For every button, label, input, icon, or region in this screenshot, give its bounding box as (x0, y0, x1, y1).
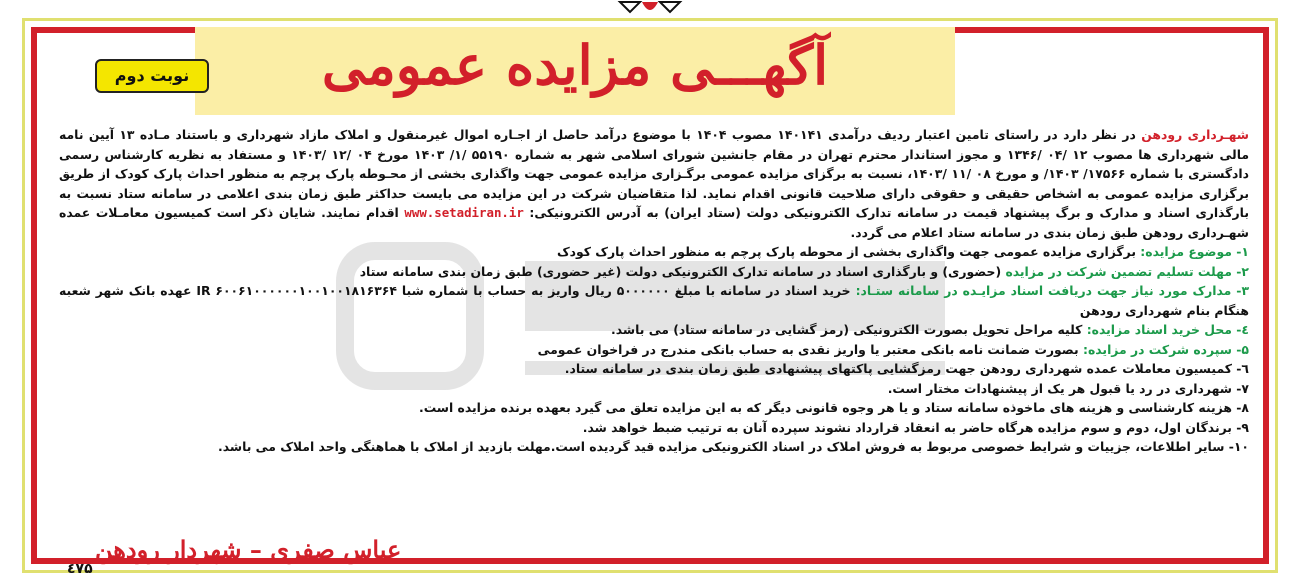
intro-text-2: اقدام نمایند. شایان ذکر است کمیسیون معامـلات عمده شهـرداری رودهن طبق زمان بندی در سامانه ستاد اعلام می گردد. (59, 205, 1249, 240)
item-3-label: ۳- مدارک مورد نیاز جهت دریافت اسناد مزایـده در سامانه ستـاد: (855, 283, 1250, 298)
item-2 (59, 262, 1249, 282)
item-1-label: ۱- موضوع مزایده: (1140, 244, 1249, 259)
setad-link[interactable]: www.setadiran.ir (404, 205, 524, 220)
item-3-text: خرید اسناد در سامانه با مبلغ ۵۰۰۰۰۰۰ ریال واریز به حساب با شماره شبا IR ۶۰۰۶۱۰۰۰۰۰۰۱۰۰۱۰۰۱۸۱۶۳۶۴ عهده بانک شهر شعبه هنگام بنام شهرداری رودهن (59, 283, 1249, 318)
item-10: ۱۰- سایر اطلاعات، جزییات و شرایط خصوصی مربوط به فروش املاک در اسناد الکترونیکی مزایده قید گردیده است.مهلت بازدید از املاک با هماهنگی واحد املاک می باشد. (218, 439, 1249, 454)
item-2-label: ۲- مهلت تسلیم تضمین شرکت در مزایده (1005, 263, 1249, 279)
intro-text-1: در نظر دارد در راستای تامین اعتبار ردیف درآمدی ۱۴۰۱۴۱ مصوب ۱۴۰۴ با موضوع درآمد حاصل از اجـاره اموال غیرمنقول و املاک مازاد شهرداری و باستناد مـاده ۱۳ آیین نامه مالی شهرداری ها مصوب ۱۲ /۰۴ /۱۳۴۶ و مجوز استاندار محترم تهران در مقام جانشین شورای اسلامی شهر به شماره ۵۵۱۹۰ /۱/ ۱۴۰۳ مورخ ۰۴ /۱۲ /۱۴۰۳ و مستفاد به نظریه کارشناس رسمی دادگستری با شماره ۱۷۵۶۶/ ۱۴۰۳/ و مورخ ۰۸ /۱۱ /۱۴۰۳، نسبت به برگزای مزایده عمومی برگـزاری مزایده عمومی جهت واگذاری بخشی از محـوطه پارک پرچم به منظور احداث پارک کودک از طریق برگزاری مزایده عمومی به اشخاص حقیقی و حقوقی دارای صلاحیت قانونی اقدام نماید. لذا متقاضیان شرکت در این مزایده می بایست حداکثر طبق زمان بندی اعلامی در سامانه ستاد نسبت به بارگذاری اسناد و مدارک و برگ پیشنهاد قیمت در سامانه تدارک الکترونیکی دولت (ستاد ایران) به آدرس الکترونیکی: (59, 127, 1250, 220)
notice-frame (22, 18, 1278, 577)
page-number: ٤٧۵ (67, 561, 93, 577)
item-1 (59, 242, 1249, 262)
round-badge: نوبت دوم (95, 59, 209, 93)
notice-body (59, 125, 1249, 457)
item-4-label: ٤- محل خرید اسناد مزایده: (1086, 322, 1249, 337)
signature: عباس صفری – شهردار رودهن (95, 535, 402, 564)
item-7: ۷- شهرداری در رد یا قبول هر یک از پیشنهادات مختار است. (887, 380, 1249, 396)
item-5 (59, 340, 1249, 360)
item-3 (59, 281, 1249, 320)
org-name: شهـرداری رودهن (1141, 127, 1249, 142)
intro-paragraph (59, 125, 1249, 242)
item-5-text: بصورت ضمانت نامه بانکی معتبر یا واریز نقدی به حساب بانکی مندرج در فراخوان عمومی (537, 341, 1083, 357)
item-9: ۹- برندگان اول، دوم و سوم مزایده هرگاه حاضر به انعقاد قرارداد نشوند سپرده آنان به ترتیب ضبط خواهد شد. (582, 419, 1249, 435)
item-4-text: کلیه مراحل تحویل بصورت الکترونیکی (رمز گشایی در سامانه ستاد) می باشد. (611, 322, 1087, 337)
item-8: ۸- هزینه کارشناسی و هزینه های ماخوذه سامانه ستاد و یا هر وجوه قانونی دیگر که به این مزایده تعلق می گیرد بعهده برنده مزایده است. (418, 400, 1249, 415)
top-ornament-icon (600, 0, 700, 18)
item-5-label: ۵- سپرده شرکت در مزایده: (1082, 341, 1249, 357)
title-banner (195, 27, 955, 115)
item-6: ٦- کمیسیون معاملات عمده شهرداری رودهن جهت رمزگشایی پاکتهای پیشنهادی طبق زمان بندی در سامانه ستاد. (564, 361, 1249, 376)
notice-title: آگهـــی مزایده عمومی (321, 33, 829, 97)
item-2-text: (حضوری) و بارگذاری اسناد در سامانه تدارک الکترونیکی دولت (غیر حضوری) طبق زمان بندی سامانه ستاد (359, 263, 1006, 279)
item-4 (59, 320, 1249, 340)
item-1-text: برگزاری مزایده عمومی جهت واگذاری بخشی از محوطه پارک پرچم به منظور احداث پارک کودک (556, 244, 1141, 259)
